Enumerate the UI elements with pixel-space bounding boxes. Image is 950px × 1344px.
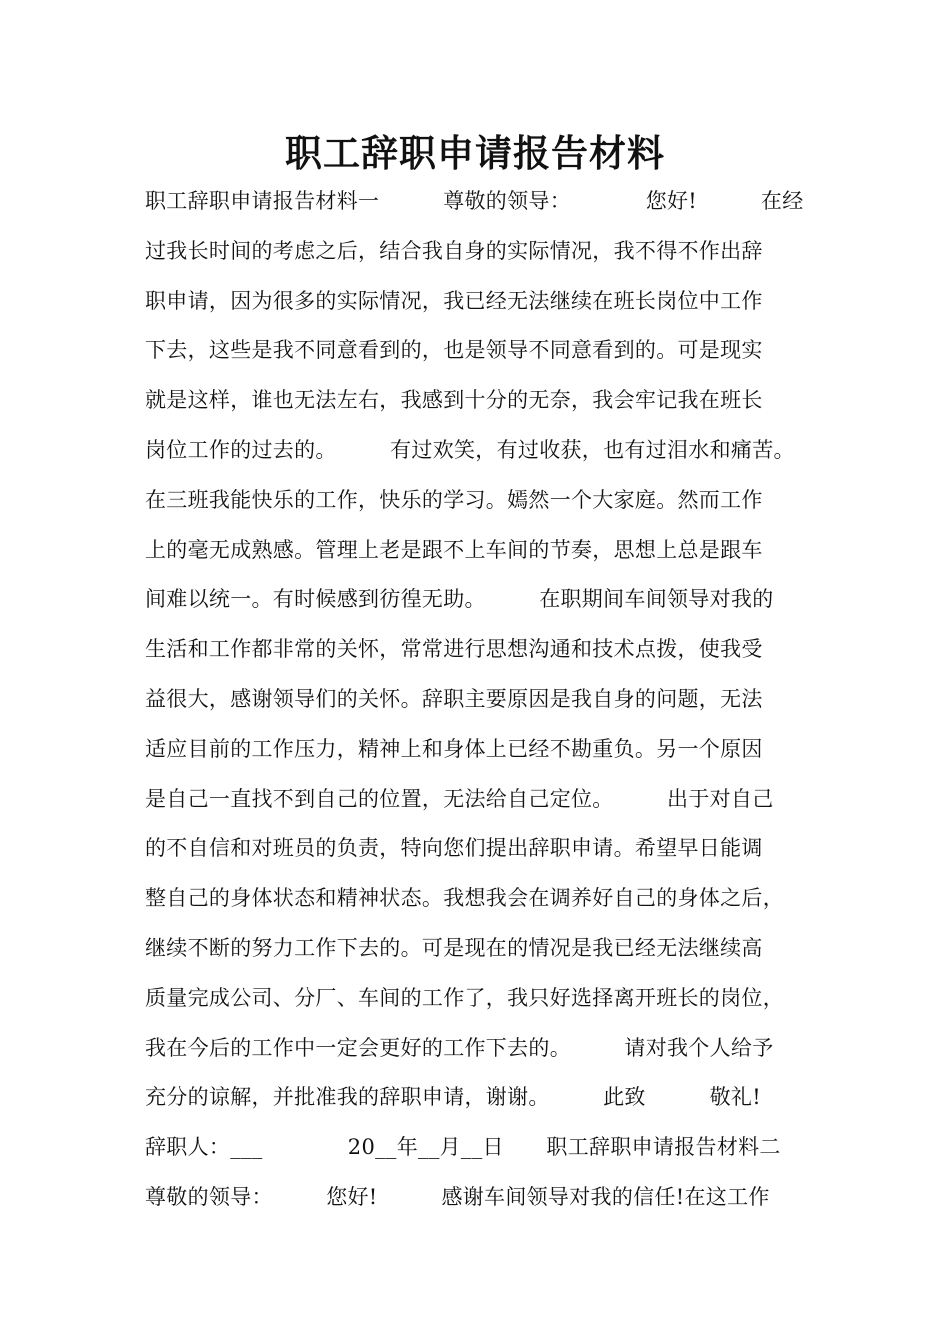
body-line: 职申请，因为很多的实际情况，我已经无法继续在班长岗位中工作	[145, 288, 763, 313]
body-line: 充分的谅解，并批准我的辞职申请，谢谢。 此致 敬礼!	[145, 1085, 761, 1110]
body-line: 过我长时间的考虑之后，结合我自身的实际情况，我不得不作出辞	[145, 238, 763, 263]
body-line: 益很大，感谢领导们的关怀。辞职主要原因是我自身的问题，无法	[145, 686, 763, 711]
body-line: 整自己的身体状态和精神状态。我想我会在调养好自己的身体之后，	[145, 886, 784, 911]
body-line: 我在今后的工作中一定会更好的工作下去的。 请对我个人给予	[145, 1035, 774, 1060]
body-line: 辞职人：___ 20__年__月__日 职工辞职申请报告材料二	[145, 1135, 781, 1160]
body-line: 尊敬的领导： 您好! 感谢车间领导对我的信任!在这工作	[145, 1184, 770, 1209]
body-line: 上的毫无成熟感。管理上老是跟不上车间的节奏，思想上总是跟车	[145, 537, 763, 562]
body-line: 的不自信和对班员的负责，特向您们提出辞职申请。希望早日能调	[145, 836, 763, 861]
body-line: 就是这样，谁也无法左右，我感到十分的无奈，我会牢记我在班长	[145, 388, 763, 413]
body-line: 职工辞职申请报告材料一 尊敬的领导： 您好! 在经	[145, 189, 804, 213]
body-line: 质量完成公司、分厂、车间的工作了，我只好选择离开班长的岗位，	[145, 985, 784, 1010]
body-line: 继续不断的努力工作下去的。可是现在的情况是我已经无法继续高	[145, 935, 763, 960]
document-title: 职工辞职申请报告材料	[285, 132, 665, 175]
body-line: 适应目前的工作压力，精神上和身体上已经不勘重负。另一个原因	[145, 736, 763, 761]
document-body	[145, 177, 825, 1223]
body-line: 间难以统一。有时候感到彷徨无助。 在职期间车间领导对我的	[145, 587, 774, 612]
body-line: 岗位工作的过去的。 有过欢笑，有过收获，也有过泪水和痛苦。	[145, 437, 795, 462]
body-line: 是自己一直找不到自己的位置，无法给自己定位。 出于对自己	[145, 786, 774, 811]
body-line: 在三班我能快乐的工作，快乐的学习。嫣然一个大家庭。然而工作	[145, 487, 763, 512]
body-line: 生活和工作都非常的关怀，常常进行思想沟通和技术点拨，使我受	[145, 637, 763, 662]
body-line: 下去，这些是我不同意看到的，也是领导不同意看到的。可是现实	[145, 338, 763, 363]
